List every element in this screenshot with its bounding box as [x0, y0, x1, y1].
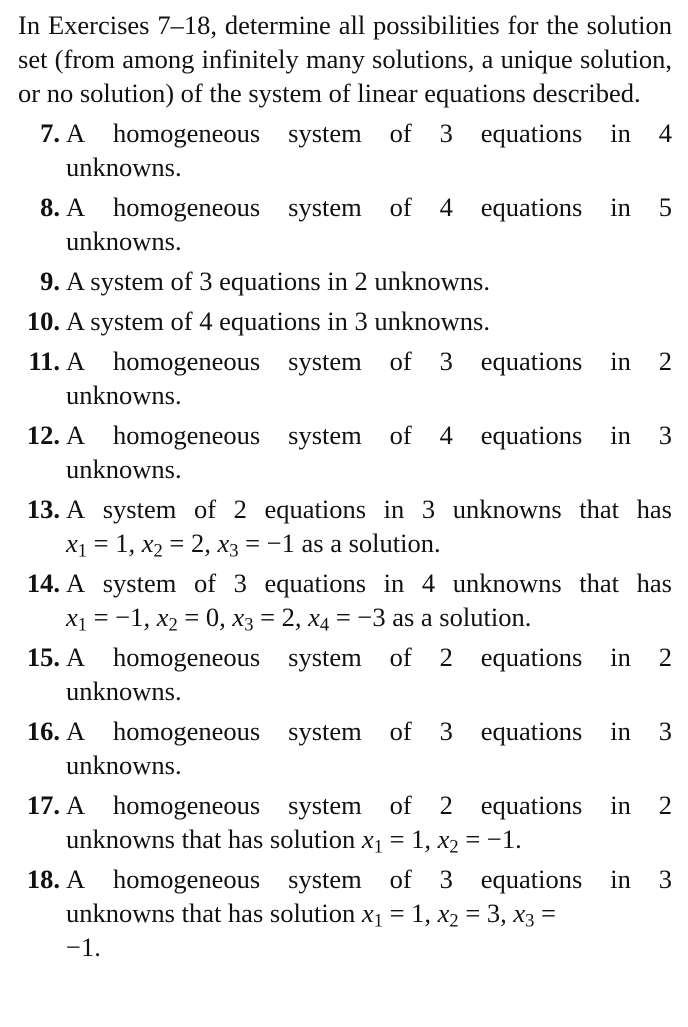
exercise-13	[18, 492, 672, 560]
exercise-17	[18, 788, 672, 856]
word: 3	[439, 346, 453, 376]
word: A	[66, 642, 86, 672]
word: homogeneous	[113, 716, 261, 746]
solution-formula: $x_1 = 1$, $x_2 = 3$, $x_3$ =	[361, 898, 556, 932]
word: system	[288, 192, 362, 222]
word: A	[66, 494, 86, 524]
exercise-first-line	[66, 492, 672, 526]
word: A	[66, 568, 86, 598]
word: has	[636, 568, 672, 598]
exercise-15	[18, 640, 672, 708]
word: 2	[658, 790, 672, 820]
word: homogeneous	[113, 864, 261, 894]
intro-paragraph: In Exercises 7–18, determine all possibilities for the solution set (from among infinitely many solutions, a unique solution, or no solution) of the system of linear equations described.	[18, 10, 672, 108]
exercise-first-line	[66, 344, 672, 378]
word: system	[288, 420, 362, 450]
word: in	[383, 568, 405, 598]
exercise-10	[18, 304, 672, 338]
exercise-14	[18, 566, 672, 634]
word: homogeneous	[113, 192, 261, 222]
word: system	[102, 494, 177, 524]
word: equations	[480, 790, 583, 820]
exercise-11	[18, 344, 672, 412]
word: homogeneous	[113, 346, 261, 376]
word: in	[610, 118, 631, 148]
word: 2	[233, 494, 247, 524]
exercise-text: A homogeneous system of 4 equations in 3 unknowns.	[66, 420, 672, 484]
word: system	[288, 346, 362, 376]
exercise-first-line	[66, 788, 672, 822]
exercise-7	[18, 116, 672, 184]
word: of	[389, 716, 412, 746]
word: 2	[658, 346, 672, 376]
exercise-number: 16.	[26, 716, 60, 746]
word: in	[610, 716, 631, 746]
exercise-list	[18, 116, 672, 964]
word: unknowns	[452, 494, 562, 524]
word: 4	[439, 192, 453, 222]
word: in	[610, 346, 631, 376]
exercise-number: 12.	[26, 420, 60, 450]
word: 4	[421, 568, 436, 598]
solution-formula: $x_1 = -1$, $x_2 = 0$, $x_3 = 2$, $x_4 = -3$	[66, 602, 386, 636]
exercise-first-line	[66, 862, 672, 896]
word: 3	[439, 716, 453, 746]
word: 3	[439, 864, 453, 894]
solution-formula: $x_1 = 1$, $x_2 = -1$.	[361, 824, 522, 858]
exercise-first-line	[66, 418, 672, 452]
exercise-text: A homogeneous system of 3 equations in 2 unknowns.	[66, 346, 672, 410]
exercise-text: A homogeneous system of 3 equations in 3 unknowns.	[66, 716, 672, 780]
word: 3	[233, 568, 247, 598]
word: A	[66, 790, 86, 820]
word: that	[579, 568, 619, 598]
word: homogeneous	[113, 420, 261, 450]
word: equations	[480, 716, 583, 746]
word: equations	[480, 118, 583, 148]
exercise-number: 8.	[40, 192, 60, 222]
word: A	[66, 420, 86, 450]
exercise-first-line	[66, 640, 672, 674]
word: in	[610, 192, 631, 222]
exercise-number: 11.	[28, 346, 60, 376]
exercise-18	[18, 862, 672, 964]
word: equations	[480, 346, 583, 376]
word: 2	[439, 642, 453, 672]
exercise-number: 17.	[26, 790, 60, 820]
exercise-first-line	[66, 566, 672, 600]
word: 5	[658, 192, 672, 222]
exercise-number: 14.	[26, 568, 60, 598]
word: 4	[658, 118, 672, 148]
word: of	[389, 192, 412, 222]
word: 3	[421, 494, 436, 524]
exercise-first-line	[66, 116, 672, 150]
word: 2	[658, 642, 672, 672]
exercise-number: 9.	[40, 266, 60, 296]
word: A	[66, 118, 86, 148]
word: 2	[439, 790, 453, 820]
word: system	[288, 864, 362, 894]
exercise-16	[18, 714, 672, 782]
exercise-12	[18, 418, 672, 486]
word: in	[610, 864, 631, 894]
word: that	[579, 494, 619, 524]
word: of	[389, 864, 412, 894]
exercise-text: A homogeneous system of 3 equations in 4 unknowns.	[66, 118, 672, 182]
word: system	[288, 642, 362, 672]
word: A	[66, 346, 86, 376]
word: of	[193, 494, 217, 524]
exercise-first-line	[66, 714, 672, 748]
word: A	[66, 716, 86, 746]
word: equations	[480, 192, 583, 222]
word: equations	[264, 568, 367, 598]
word: homogeneous	[113, 118, 261, 148]
word: equations	[264, 494, 367, 524]
word: 3	[439, 118, 453, 148]
word: in	[383, 494, 405, 524]
word: of	[193, 568, 217, 598]
word: A	[66, 864, 86, 894]
solution-formula: $x_1 = 1$, $x_2 = 2$, $x_3 = -1$	[66, 528, 295, 562]
exercise-number: 10.	[26, 306, 60, 336]
exercise-text: A homogeneous system of 4 equations in 5 unknowns.	[66, 192, 672, 256]
word: in	[610, 642, 631, 672]
word: 3	[658, 864, 672, 894]
exercise-text: A system of 3 equations in 4 unknowns that has $x_1 = -1$, $x_2 = 0$, $x_3 = 2$, $x_4 = -3$ as a solution.	[66, 568, 672, 636]
word: 3	[658, 420, 672, 450]
exercise-text: A homogeneous system of 3 equations in 3 unknowns that has solution $x_1 = 1$, $x_2 = 3$, $x_3$ = −1.	[66, 864, 672, 962]
exercise-text: A homogeneous system of 2 equations in 2 unknowns.	[66, 642, 672, 706]
word: homogeneous	[113, 642, 261, 672]
word: system	[102, 568, 177, 598]
word: system	[288, 716, 362, 746]
exercise-9	[18, 264, 672, 298]
word: equations	[480, 864, 583, 894]
word: of	[389, 118, 412, 148]
word: of	[389, 420, 412, 450]
word: equations	[480, 642, 583, 672]
word: in	[610, 790, 631, 820]
word: of	[389, 790, 412, 820]
word: equations	[480, 420, 583, 450]
word: of	[389, 642, 412, 672]
exercise-text: A system of 4 equations in 3 unknowns.	[66, 306, 490, 336]
word: of	[389, 346, 412, 376]
word: homogeneous	[113, 790, 261, 820]
word: unknowns	[452, 568, 562, 598]
word: A	[66, 192, 86, 222]
exercise-first-line	[66, 190, 672, 224]
word: has	[636, 494, 672, 524]
exercise-number: 13.	[26, 494, 60, 524]
word: system	[288, 790, 362, 820]
exercise-number: 18.	[26, 864, 60, 894]
word: 3	[658, 716, 672, 746]
word: in	[610, 420, 631, 450]
word: 4	[439, 420, 453, 450]
exercise-number: 15.	[26, 642, 60, 672]
exercise-text: A system of 3 equations in 2 unknowns.	[66, 266, 490, 296]
exercise-text: A homogeneous system of 2 equations in 2 unknowns that has solution $x_1 = 1$, $x_2 = -1$.	[66, 790, 672, 858]
exercise-number: 7.	[40, 118, 60, 148]
exercise-text: A system of 2 equations in 3 unknowns that has $x_1 = 1$, $x_2 = 2$, $x_3 = -1$ as a solution.	[66, 494, 672, 562]
word: system	[288, 118, 362, 148]
exercise-8	[18, 190, 672, 258]
